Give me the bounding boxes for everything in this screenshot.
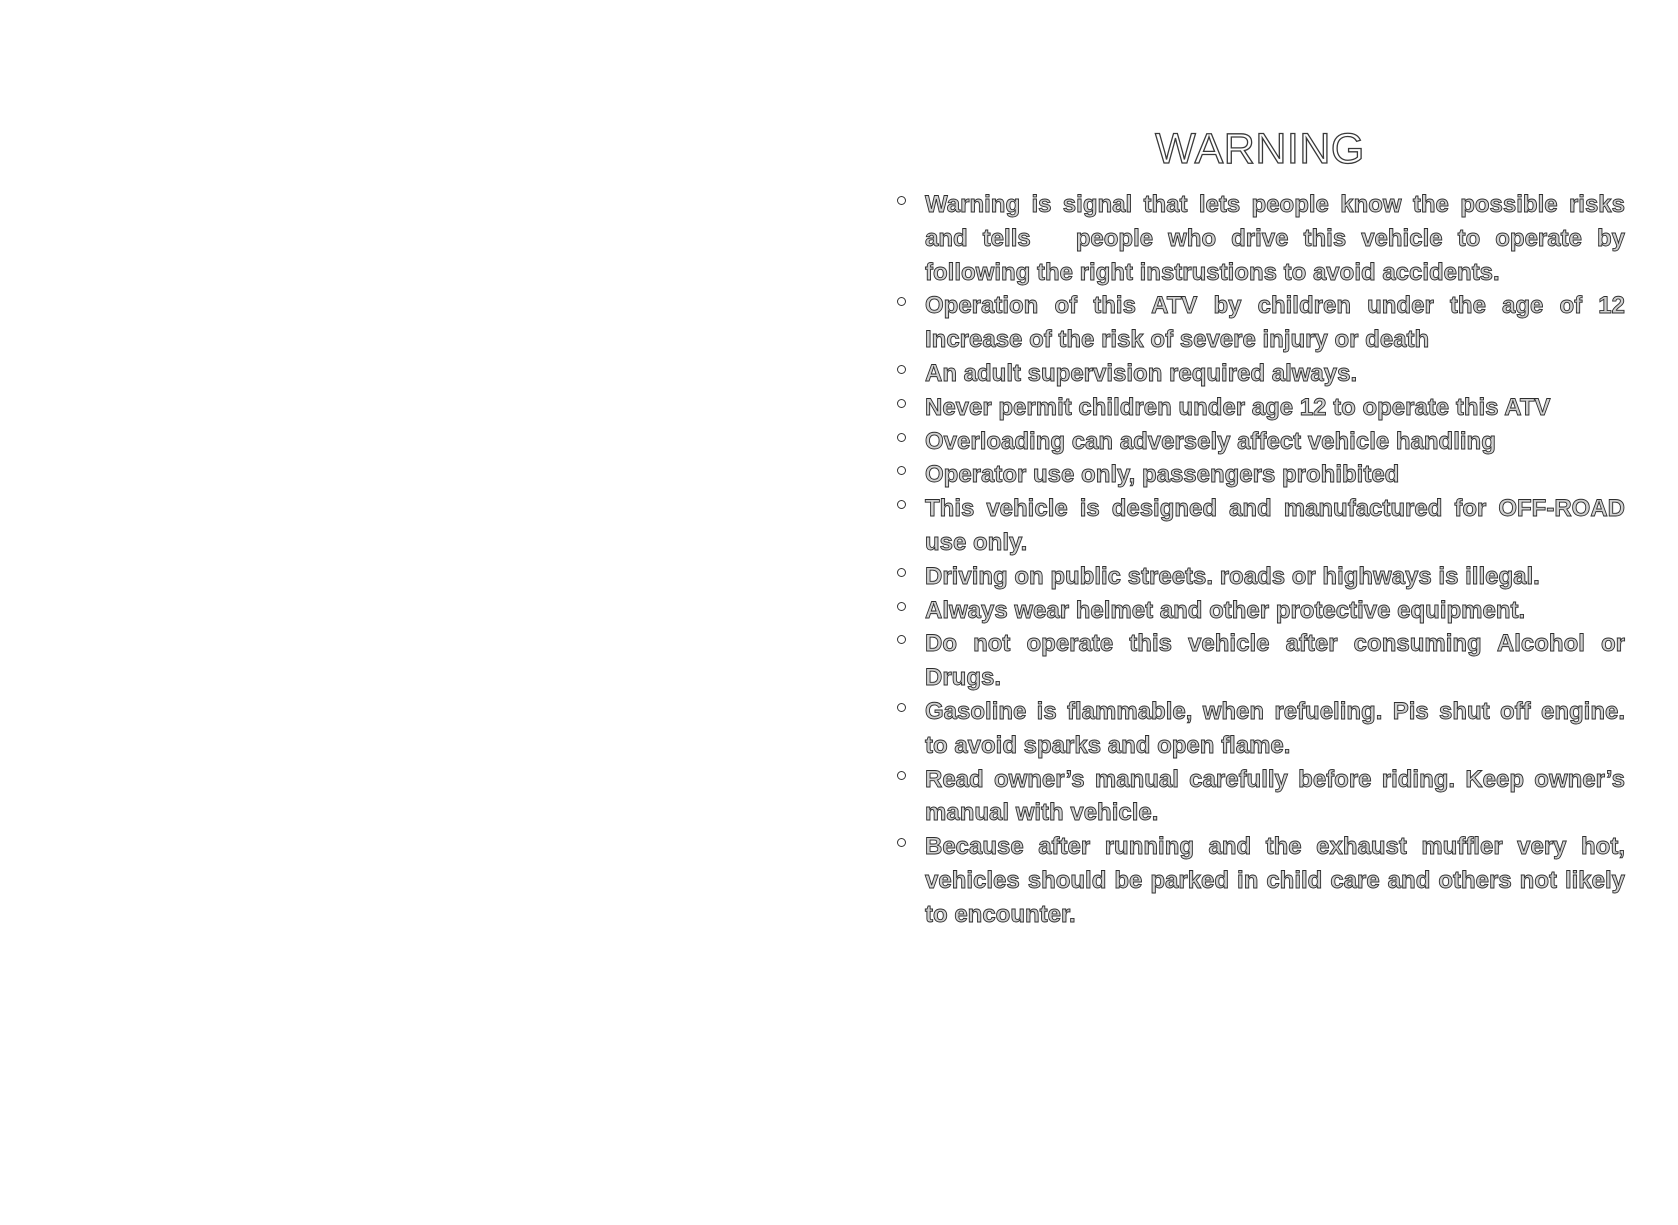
warning-item-text: Gasoline is flammable, when refueling. Pis shut off engine. to avoid sparks and open flame. [925, 697, 1625, 759]
circle-bullet-icon [897, 771, 906, 780]
warning-item [895, 763, 1625, 831]
circle-bullet-icon [897, 297, 906, 306]
circle-bullet-icon [897, 635, 906, 644]
warning-item-text: Warning is signal that lets people know the possible risks and tells people who drive this vehicle to operate by following the right instrustions to avoid accidents. [925, 191, 1625, 286]
warning-item [895, 627, 1625, 695]
warning-item-text: Operator use only, passengers prohibited [925, 461, 1400, 489]
warning-item-text: Overloading can adversely affect vehicle handling [925, 427, 1496, 455]
warning-item [895, 830, 1625, 931]
warning-panel [895, 122, 1625, 932]
warning-title: WARNING [1155, 125, 1365, 173]
warning-list [895, 188, 1625, 932]
warning-item-text: Never permit children under age 12 to operate this ATV [925, 393, 1551, 421]
warning-item-text: Driving on public streets. roads or highways is illegal. [925, 562, 1540, 590]
warning-item-text: Do not operate this vehicle after consuming Alcohol or Drugs. [925, 630, 1625, 692]
circle-bullet-icon [897, 196, 906, 205]
circle-bullet-icon [897, 399, 906, 408]
warning-item-text: Always wear helmet and other protective equipment. [925, 596, 1526, 624]
warning-item [895, 188, 1625, 289]
warning-item-text: This vehicle is designed and manufactured for OFF-ROAD use only. [925, 495, 1625, 556]
circle-bullet-icon [897, 602, 906, 611]
warning-item [895, 594, 1625, 628]
warning-item-text: Operation of this ATV by children under the age of 12 Increase of the risk of severe injury or death [925, 292, 1625, 354]
warning-item-text: Because after running and the exhaust muffler very hot, vehicles should be parked in child care and others not likely to encounter. [925, 833, 1625, 928]
warning-item-text: Read owner’s manual carefully before riding. Keep owner’s manual with vehicle. [925, 765, 1625, 827]
circle-bullet-icon [897, 433, 906, 442]
warning-item-text: An adult supervision required always. [925, 359, 1358, 387]
circle-bullet-icon [897, 500, 906, 509]
circle-bullet-icon [897, 365, 906, 374]
warning-item [895, 357, 1625, 391]
circle-bullet-icon [897, 466, 906, 475]
warning-item [895, 391, 1625, 425]
warning-item [895, 492, 1625, 560]
circle-bullet-icon [897, 838, 906, 847]
circle-bullet-icon [897, 568, 906, 577]
warning-item [895, 458, 1625, 492]
warning-item [895, 425, 1625, 459]
circle-bullet-icon [897, 703, 906, 712]
warning-item [895, 560, 1625, 594]
warning-item [895, 289, 1625, 357]
warning-item [895, 695, 1625, 763]
